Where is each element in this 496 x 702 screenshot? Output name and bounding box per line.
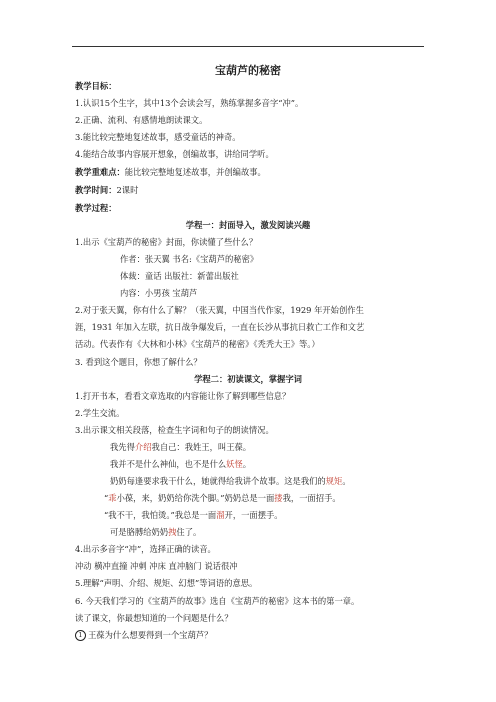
section2-line: 4.出示多音字“冲”，选择正确的读音。 [75, 544, 216, 554]
objective-3: 3.能比较完整地复述故事，感受童话的神奇。 [75, 132, 241, 142]
polyphone-words: 冲动 横冲直撞 冲刺 冲床 直冲脑门 说话很冲 [75, 561, 238, 571]
objective-1: 1.认识15个生字，其中13个会读会写，熟练掌握多音字“冲”。 [75, 98, 304, 108]
new-word: 溜 [216, 510, 225, 520]
new-word: 拽 [168, 527, 177, 537]
question-1 [75, 629, 212, 641]
section1-line: 体裁：童话 出版社：新蕾出版社 [120, 271, 239, 281]
section1-line: 3. 看到这个题目，你想了解什么？ [75, 357, 202, 367]
objective-2: 2.正确、流利、有感情地朗读课文。 [75, 115, 208, 125]
section2-line: 2.学生交流。 [75, 408, 125, 418]
teaching-time [75, 184, 138, 196]
sentence-2 [110, 458, 251, 470]
sentence-text: “我不干，我怕烫。”我总是一面 [104, 510, 217, 520]
key-text: 能比较完整地复述故事，并创编故事。 [124, 167, 266, 177]
section1-line: 2.对于张天翼，你有什么了解？（张天翼，中国当代作家，1929 年开始创作生 [75, 305, 364, 315]
sentence-text: 我并不是什么神仙，也不是什么 [110, 459, 227, 469]
sentence-text: 我先得 [110, 442, 135, 452]
new-word: 乖 [108, 493, 117, 503]
header-rule [72, 46, 424, 47]
sentence-4 [104, 492, 341, 504]
new-word: 妖怪 [226, 459, 243, 469]
sentence-1 [110, 441, 251, 453]
page-title: 宝葫芦的秘密 [215, 64, 281, 77]
sentence-text: “ [104, 493, 109, 503]
section1-heading: 学程一：封面导入，激发阅读兴趣 [185, 220, 311, 230]
new-word: 搂 [274, 493, 283, 503]
objective-4: 4.能结合故事内容展开想象，创编故事，讲给同学听。 [75, 149, 274, 159]
circled-number-1: 1 [75, 630, 86, 641]
section2-line: 3.出示课文相关段落，检查生字词和句子的朗读情况。 [75, 425, 274, 435]
sentence-text: 我自己：我姓王，叫王葆。 [151, 442, 252, 452]
section1-line: 1.出示《宝葫芦的秘密》封面，你读懂了些什么？ [75, 237, 258, 247]
section2-line: 读了课文，你最想知道的一个问题是什么？ [75, 613, 233, 623]
sentence-6 [110, 526, 201, 538]
key-points [75, 166, 266, 178]
sentence-text: 住了。 [176, 527, 202, 537]
section2-line: 6. 今天我们学习的《宝葫芦的故事》选自《宝葫芦的秘密》这本书的第一章。 [75, 596, 360, 606]
section1-line: 涯，1931 年加入左联，抗日战争爆发后，一直在长沙从事抗日救亡工作和文艺 [75, 322, 365, 332]
sentence-text: 可是胳膊给奶奶 [110, 527, 169, 537]
section2-line: 5.理解“声明、介绍、规矩、幻想”等词语的意思。 [75, 578, 258, 588]
section2-heading: 学程二：初读课文，掌握字词 [194, 374, 302, 384]
section2-line: 1.打开书本，看看文章选取的内容能让你了解到哪些信息？ [75, 391, 291, 401]
sentence-text: 我，一面招手。 [282, 493, 341, 503]
key-label: 教学重难点： [75, 167, 125, 177]
sentence-text: 奶奶每逢要求我干什么，她就得给我讲个故事。这是我们的 [110, 476, 326, 486]
time-text: 2课时 [116, 185, 139, 195]
new-word: 介绍 [134, 442, 152, 452]
question-text: 王葆为什么想要得到一个宝葫芦？ [88, 630, 213, 640]
objectives-label: 教学目标： [75, 81, 117, 91]
section1-line: 内容：小男孩 宝葫芦 [120, 288, 198, 298]
time-label: 教学时间： [75, 185, 117, 195]
section1-line: 作者：张天翼 书名:《宝葫芦的秘密》 [120, 254, 259, 264]
section1-line: 活动。代表作有《大林和小林》《宝葫芦的秘密》《秃秃大王》等。） [75, 339, 320, 349]
sentence-text: 小葆，来，奶奶给你洗个脚。”奶奶总是一面 [116, 493, 275, 503]
sentence-5 [104, 509, 283, 521]
sentence-text: 。 [242, 459, 252, 469]
sentence-3 [110, 475, 351, 487]
sentence-text: 。 [342, 476, 351, 486]
new-word: 规矩 [325, 476, 343, 486]
sentence-text: 开，一面摆手。 [224, 510, 283, 520]
process-label: 教学过程： [75, 203, 117, 213]
